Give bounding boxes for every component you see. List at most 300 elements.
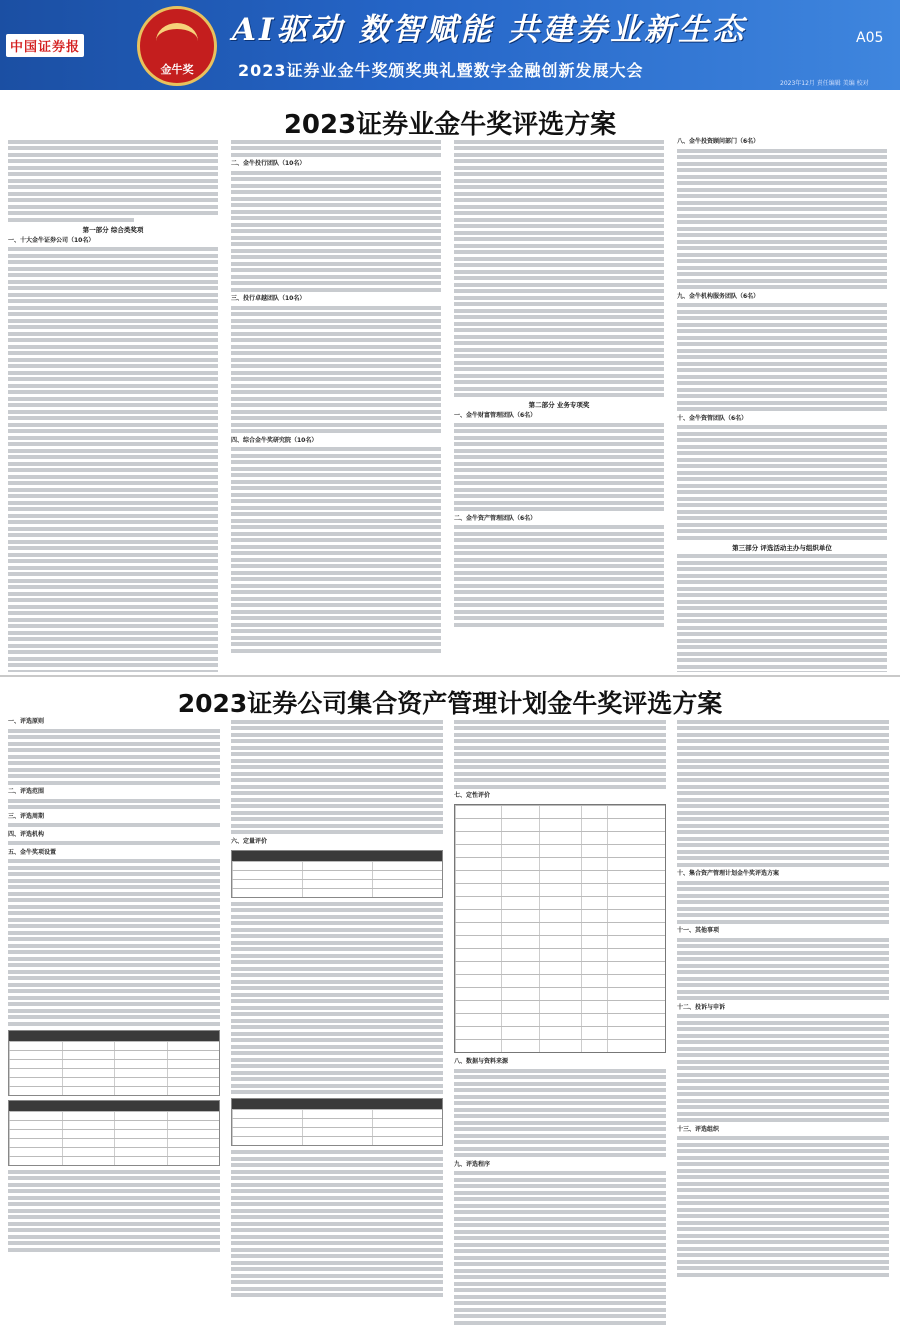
text-line bbox=[8, 384, 218, 388]
text-line bbox=[677, 739, 889, 743]
text-line bbox=[454, 1249, 666, 1253]
text-line bbox=[8, 598, 218, 602]
text-line bbox=[231, 915, 443, 919]
text-line bbox=[231, 460, 441, 464]
text-line bbox=[677, 970, 889, 974]
text-line bbox=[677, 1273, 889, 1277]
text-line bbox=[454, 224, 664, 228]
table-row bbox=[9, 1138, 219, 1147]
text-line bbox=[8, 650, 218, 654]
text-line bbox=[677, 342, 887, 346]
text-line bbox=[677, 497, 887, 501]
text-line bbox=[677, 1112, 889, 1116]
text-line bbox=[8, 153, 218, 157]
text-line bbox=[231, 1222, 443, 1226]
sub-heading: 四、评选机构 bbox=[8, 830, 45, 838]
text-line bbox=[677, 1014, 889, 1018]
text-line bbox=[677, 510, 887, 514]
text-line bbox=[8, 983, 220, 987]
text-line bbox=[454, 785, 666, 789]
table-row bbox=[455, 922, 665, 935]
text-line bbox=[8, 970, 220, 974]
text-line bbox=[231, 558, 441, 562]
table-row bbox=[232, 888, 442, 897]
text-line bbox=[454, 1269, 666, 1273]
text-line bbox=[677, 1214, 889, 1218]
text-line bbox=[231, 410, 441, 414]
text-line bbox=[8, 403, 218, 407]
text-line bbox=[677, 425, 887, 429]
text-line bbox=[231, 499, 441, 503]
table-row bbox=[455, 1000, 665, 1013]
text-line bbox=[677, 175, 887, 179]
text-line bbox=[454, 250, 664, 254]
text-line bbox=[454, 1314, 666, 1318]
event-subtitle: 2023证券业金牛奖颁奖典礼暨数字金融创新发展大会 bbox=[238, 61, 644, 80]
text-line bbox=[8, 585, 218, 589]
text-line bbox=[454, 283, 664, 287]
text-line bbox=[677, 349, 887, 353]
text-line bbox=[231, 140, 441, 144]
text-line bbox=[8, 364, 218, 368]
text-line bbox=[454, 752, 666, 756]
text-line bbox=[677, 1099, 889, 1103]
text-line bbox=[677, 233, 887, 237]
text-line bbox=[231, 1025, 443, 1029]
text-line bbox=[454, 296, 664, 300]
text-line bbox=[8, 663, 218, 667]
text-line bbox=[8, 146, 218, 150]
text-line bbox=[8, 1215, 220, 1219]
article2-column-4 bbox=[677, 717, 889, 1327]
text-line bbox=[677, 1240, 889, 1244]
text-line bbox=[231, 759, 443, 763]
text-line bbox=[677, 1208, 889, 1212]
text-line bbox=[8, 579, 218, 583]
text-line bbox=[8, 205, 218, 209]
text-line bbox=[677, 381, 887, 385]
text-line bbox=[8, 429, 218, 433]
text-line bbox=[8, 631, 218, 635]
text-line bbox=[454, 1134, 666, 1138]
table-row bbox=[9, 1147, 219, 1156]
article2-column-3 bbox=[454, 717, 666, 1327]
text-line bbox=[677, 1182, 889, 1186]
text-line bbox=[454, 270, 664, 274]
text-line bbox=[8, 553, 218, 557]
text-line bbox=[231, 532, 441, 536]
text-line bbox=[677, 220, 887, 224]
text-line bbox=[454, 551, 664, 555]
text-line bbox=[677, 246, 887, 250]
text-line bbox=[231, 1058, 443, 1062]
text-line bbox=[231, 986, 443, 990]
text-line bbox=[8, 637, 218, 641]
text-line bbox=[454, 429, 664, 433]
text-line bbox=[8, 455, 218, 459]
text-line bbox=[677, 944, 889, 948]
text-line bbox=[231, 177, 441, 181]
text-line bbox=[677, 272, 887, 276]
text-line bbox=[231, 616, 441, 620]
text-line bbox=[8, 841, 220, 845]
text-line bbox=[454, 1082, 666, 1086]
text-line bbox=[231, 571, 441, 575]
text-line bbox=[677, 316, 887, 320]
text-line bbox=[677, 913, 889, 917]
table-row bbox=[455, 1013, 665, 1026]
text-line bbox=[8, 306, 218, 310]
text-line bbox=[231, 1051, 443, 1055]
text-line bbox=[454, 192, 664, 196]
text-line bbox=[231, 765, 443, 769]
text-line bbox=[8, 468, 218, 472]
text-line bbox=[231, 236, 441, 240]
text-line bbox=[8, 729, 220, 733]
sub-heading: 一、十大金牛证券公司（10名） bbox=[8, 236, 95, 244]
text-line bbox=[8, 957, 220, 961]
text-line bbox=[8, 1009, 220, 1013]
table-header bbox=[9, 1101, 219, 1111]
text-line bbox=[8, 898, 220, 902]
text-line bbox=[8, 325, 218, 329]
text-line bbox=[454, 276, 664, 280]
text-line bbox=[454, 1282, 666, 1286]
text-line bbox=[677, 401, 887, 405]
sub-heading: 十、金牛资管团队（6名） bbox=[677, 414, 748, 422]
text-line bbox=[8, 436, 218, 440]
text-line bbox=[8, 644, 218, 648]
text-line bbox=[677, 240, 887, 244]
text-line bbox=[8, 159, 218, 163]
text-line bbox=[454, 538, 664, 542]
table-header bbox=[232, 1099, 442, 1109]
text-line bbox=[454, 1075, 666, 1079]
text-line bbox=[677, 752, 889, 756]
text-line bbox=[8, 449, 218, 453]
text-line bbox=[677, 227, 887, 231]
text-line bbox=[677, 1195, 889, 1199]
text-line bbox=[8, 299, 218, 303]
text-line bbox=[231, 610, 441, 614]
text-line bbox=[231, 545, 441, 549]
text-line bbox=[677, 977, 889, 981]
text-line bbox=[231, 967, 443, 971]
section-heading: 第三部分 评选活动主办与组织单位 bbox=[732, 543, 832, 552]
text-line bbox=[677, 1073, 889, 1077]
text-line bbox=[454, 231, 664, 235]
text-line bbox=[454, 1321, 666, 1325]
text-line bbox=[231, 146, 441, 150]
text-line bbox=[8, 937, 220, 941]
text-line bbox=[231, 752, 443, 756]
table-row bbox=[9, 1111, 219, 1120]
text-line bbox=[677, 438, 887, 442]
text-line bbox=[677, 303, 887, 307]
text-line bbox=[231, 564, 441, 568]
text-line bbox=[454, 1204, 666, 1208]
text-line bbox=[8, 859, 220, 863]
text-line bbox=[8, 371, 218, 375]
table-row bbox=[9, 1068, 219, 1077]
text-line bbox=[677, 964, 889, 968]
text-line bbox=[677, 798, 889, 802]
text-line bbox=[677, 746, 889, 750]
text-line bbox=[454, 1301, 666, 1305]
text-line bbox=[677, 1247, 889, 1251]
text-line bbox=[454, 746, 666, 750]
text-line bbox=[231, 804, 443, 808]
text-line bbox=[677, 1260, 889, 1264]
text-line bbox=[677, 253, 887, 257]
text-line bbox=[677, 759, 889, 763]
text-line bbox=[454, 525, 664, 529]
text-line bbox=[677, 1027, 889, 1031]
text-line bbox=[454, 545, 664, 549]
text-line bbox=[454, 1140, 666, 1144]
text-line bbox=[231, 223, 441, 227]
text-line bbox=[8, 185, 218, 189]
text-line bbox=[677, 639, 887, 643]
text-line bbox=[231, 973, 443, 977]
text-line bbox=[8, 462, 218, 466]
text-line bbox=[677, 606, 887, 610]
text-line bbox=[454, 507, 664, 511]
text-line bbox=[454, 759, 666, 763]
text-line bbox=[454, 237, 664, 241]
text-line bbox=[677, 1066, 889, 1070]
text-line bbox=[677, 850, 889, 854]
table-row bbox=[9, 1050, 219, 1059]
text-line bbox=[677, 652, 887, 656]
text-line bbox=[231, 798, 443, 802]
text-line bbox=[454, 159, 664, 163]
table-row bbox=[455, 935, 665, 948]
text-line bbox=[677, 355, 887, 359]
golden-bull-logo bbox=[137, 6, 217, 86]
text-line bbox=[677, 791, 889, 795]
text-line bbox=[8, 931, 220, 935]
text-line bbox=[677, 471, 887, 475]
text-line bbox=[677, 1221, 889, 1225]
text-line bbox=[231, 338, 441, 342]
text-line bbox=[677, 1234, 889, 1238]
text-line bbox=[454, 423, 664, 427]
text-line bbox=[8, 211, 218, 215]
text-line bbox=[8, 273, 218, 277]
text-line bbox=[8, 611, 218, 615]
text-line bbox=[8, 501, 218, 505]
table-row bbox=[9, 1156, 219, 1165]
text-line bbox=[8, 755, 220, 759]
text-line bbox=[454, 475, 664, 479]
text-line bbox=[677, 1143, 889, 1147]
text-line bbox=[231, 249, 441, 253]
text-line bbox=[231, 288, 441, 292]
text-line bbox=[677, 445, 887, 449]
text-line bbox=[8, 1002, 220, 1006]
text-line bbox=[8, 781, 220, 785]
table-row bbox=[455, 909, 665, 922]
text-line bbox=[677, 567, 887, 571]
text-line bbox=[8, 657, 218, 661]
sub-heading: 九、金牛机构服务团队（6名） bbox=[677, 292, 760, 300]
text-line bbox=[231, 577, 441, 581]
text-line bbox=[8, 254, 218, 258]
quant-table-1 bbox=[231, 850, 443, 898]
text-line bbox=[8, 527, 218, 531]
text-line bbox=[677, 149, 887, 153]
text-line bbox=[677, 824, 889, 828]
text-line bbox=[677, 665, 887, 669]
text-line bbox=[8, 989, 220, 993]
text-line bbox=[231, 1235, 443, 1239]
text-line bbox=[454, 455, 664, 459]
article1-column-4 bbox=[677, 137, 887, 672]
text-line bbox=[677, 1079, 889, 1083]
table-row bbox=[455, 1039, 665, 1052]
text-line bbox=[231, 928, 443, 932]
text-line bbox=[454, 179, 664, 183]
text-line bbox=[454, 289, 664, 293]
text-line bbox=[454, 577, 664, 581]
text-line bbox=[677, 266, 887, 270]
text-line bbox=[677, 1156, 889, 1160]
text-line bbox=[8, 879, 220, 883]
text-line bbox=[231, 1228, 443, 1232]
text-line bbox=[8, 280, 218, 284]
text-line bbox=[677, 279, 887, 283]
text-line bbox=[8, 1189, 220, 1193]
text-line bbox=[8, 351, 218, 355]
text-line bbox=[231, 332, 441, 336]
text-line bbox=[8, 924, 220, 928]
text-line bbox=[231, 184, 441, 188]
article2-column-1 bbox=[8, 717, 220, 1327]
text-line bbox=[231, 1077, 443, 1081]
logo-text: 金牛奖 bbox=[160, 63, 194, 76]
text-line bbox=[8, 911, 220, 915]
text-line bbox=[231, 947, 443, 951]
text-line bbox=[231, 785, 443, 789]
text-line bbox=[8, 1235, 220, 1239]
text-line bbox=[677, 920, 889, 924]
text-line bbox=[454, 198, 664, 202]
text-line bbox=[677, 1040, 889, 1044]
text-line bbox=[8, 963, 220, 967]
text-line bbox=[231, 454, 441, 458]
text-line bbox=[231, 1045, 443, 1049]
text-line bbox=[8, 905, 220, 909]
text-line bbox=[231, 1163, 443, 1167]
text-line bbox=[454, 462, 664, 466]
sub-heading: 二、评选范围 bbox=[8, 788, 45, 795]
table-header bbox=[232, 851, 442, 861]
sub-heading: 三、投行卓越团队（10名） bbox=[231, 295, 306, 302]
text-line bbox=[454, 309, 664, 313]
text-line bbox=[677, 613, 887, 617]
text-line bbox=[454, 1288, 666, 1292]
text-line bbox=[8, 442, 218, 446]
text-line bbox=[677, 856, 889, 860]
text-line bbox=[8, 286, 218, 290]
table-row bbox=[232, 879, 442, 888]
text-line bbox=[231, 960, 443, 964]
text-line bbox=[8, 338, 218, 342]
text-line bbox=[8, 944, 220, 948]
text-line bbox=[677, 837, 889, 841]
article2-column-2 bbox=[231, 717, 443, 1327]
text-line bbox=[677, 181, 887, 185]
text-line bbox=[8, 140, 218, 144]
text-line bbox=[677, 503, 887, 507]
text-line bbox=[231, 623, 441, 627]
text-line bbox=[8, 293, 218, 297]
text-line bbox=[677, 168, 887, 172]
text-line bbox=[454, 1197, 666, 1201]
text-line bbox=[8, 218, 134, 222]
text-line bbox=[454, 1210, 666, 1214]
text-line bbox=[231, 941, 443, 945]
text-line bbox=[231, 384, 441, 388]
text-line bbox=[231, 1209, 443, 1213]
text-line bbox=[454, 335, 664, 339]
text-line bbox=[454, 1223, 666, 1227]
text-line bbox=[454, 778, 666, 782]
text-line bbox=[8, 670, 218, 673]
text-line bbox=[677, 996, 889, 1000]
text-line bbox=[231, 364, 441, 368]
text-line bbox=[454, 380, 664, 384]
text-line bbox=[8, 774, 220, 778]
text-line bbox=[8, 823, 220, 827]
text-line bbox=[677, 626, 887, 630]
text-line bbox=[231, 216, 441, 220]
text-line bbox=[231, 642, 441, 646]
text-line bbox=[454, 1121, 666, 1125]
text-line bbox=[8, 533, 218, 537]
sub-heading: 二、金牛投行团队（10名） bbox=[231, 160, 306, 167]
text-line bbox=[677, 1253, 889, 1257]
text-line bbox=[677, 194, 887, 198]
text-line bbox=[677, 765, 889, 769]
text-line bbox=[677, 778, 889, 782]
text-line bbox=[677, 843, 889, 847]
text-line bbox=[231, 817, 443, 821]
text-line bbox=[231, 999, 443, 1003]
text-line bbox=[231, 229, 441, 233]
text-line bbox=[231, 1267, 443, 1271]
text-line bbox=[677, 394, 887, 398]
text-line bbox=[231, 210, 441, 214]
text-line bbox=[231, 636, 441, 640]
text-line bbox=[677, 938, 889, 942]
text-line bbox=[8, 514, 218, 518]
text-line bbox=[677, 285, 887, 289]
text-line bbox=[454, 558, 664, 562]
text-line bbox=[454, 341, 664, 345]
text-line bbox=[677, 201, 887, 205]
text-line bbox=[454, 436, 664, 440]
text-line bbox=[8, 172, 218, 176]
text-line bbox=[677, 162, 887, 166]
text-line bbox=[454, 494, 664, 498]
text-line bbox=[8, 559, 218, 563]
text-line bbox=[8, 312, 218, 316]
text-line bbox=[454, 488, 664, 492]
section-heading: 第二部分 业务专项奖 bbox=[528, 401, 590, 409]
text-line bbox=[231, 390, 441, 394]
